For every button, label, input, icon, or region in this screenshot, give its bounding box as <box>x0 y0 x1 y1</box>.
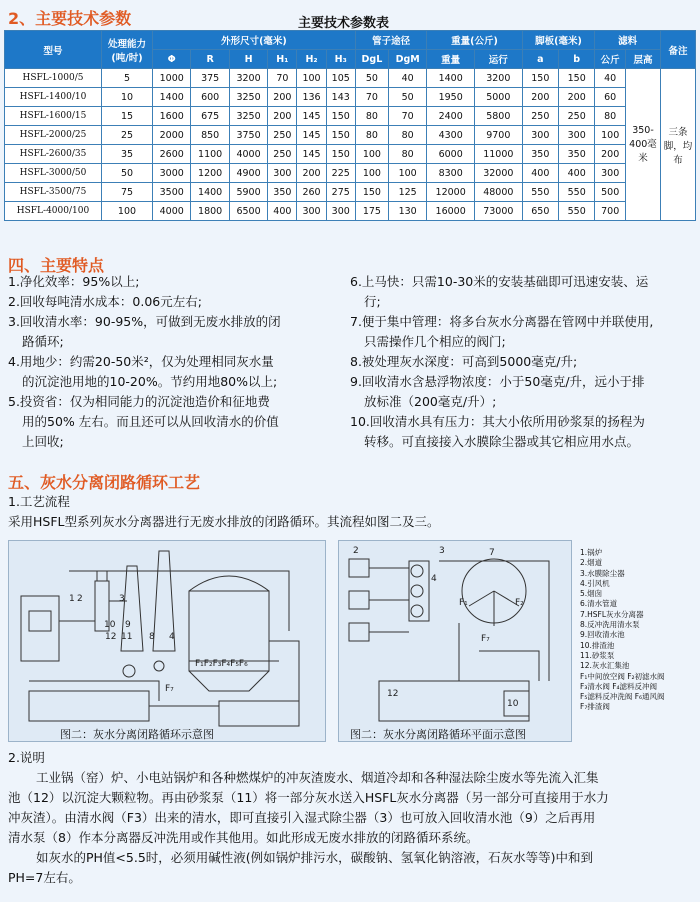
note-cell: 三条脚，均布 <box>661 69 696 221</box>
feature-line: 路循环; <box>22 334 64 349</box>
table-cell: 150 <box>522 69 558 88</box>
figure-2-flow-diagram <box>8 540 326 742</box>
table-cell: 100 <box>355 164 388 183</box>
feature-line: 放标准（200毫克/升）; <box>364 394 497 409</box>
feature-line: 用的50% 左右。而且还可以从回收清水的价值 <box>22 414 279 429</box>
subheader: Φ <box>153 50 191 69</box>
table-cell: 1000 <box>153 69 191 88</box>
table-cell: 850 <box>191 126 229 145</box>
header-note: 备注 <box>661 31 696 69</box>
flow-diagram-drawing <box>9 541 325 741</box>
figure-legend <box>580 548 665 713</box>
table-cell: 3200 <box>229 69 267 88</box>
table-cell: 5000 <box>474 88 522 107</box>
table-cell: 200 <box>559 88 595 107</box>
header-model: 型号 <box>5 31 102 69</box>
feature-line: 只需操作几个相应的阀门; <box>364 334 506 349</box>
legend-item: 9.回收清水池 <box>580 630 625 640</box>
table-cell: HSFL-2600/35 <box>5 145 102 164</box>
table-cell: 1100 <box>191 145 229 164</box>
table-cell: 350 <box>559 145 595 164</box>
table-cell: 1600 <box>153 107 191 126</box>
table-cell: 70 <box>268 69 297 88</box>
svg-text:11: 11 <box>121 632 133 642</box>
table-cell: 75 <box>102 183 153 202</box>
table-cell: 1800 <box>191 202 229 221</box>
feature-line: 7.便于集中管理：将多台灰水分离器在管网中并联使用, <box>350 314 654 329</box>
table-cell: 300 <box>268 164 297 183</box>
table-cell: 70 <box>355 88 388 107</box>
table-cell: 48000 <box>474 183 522 202</box>
table-cell: 200 <box>522 88 558 107</box>
feature-line: 5.投资省：仅为相同能力的沉淀池造价和征地费 <box>8 394 270 409</box>
svg-text:2: 2 <box>353 546 359 556</box>
table-cell: 1950 <box>427 88 475 107</box>
table-cell: 300 <box>559 126 595 145</box>
header-weight: 重量(公斤) <box>427 31 522 50</box>
table-cell: 2000 <box>153 126 191 145</box>
table-cell: HSFL-1600/15 <box>5 107 102 126</box>
svg-text:F₂: F₂ <box>515 598 524 608</box>
table-cell: 16000 <box>427 202 475 221</box>
table-cell: 50 <box>389 88 427 107</box>
header-dims: 外形尺寸(毫米) <box>153 31 356 50</box>
table-cell: 2400 <box>427 107 475 126</box>
table-cell: 100 <box>102 202 153 221</box>
legend-item: F₃清水阀 F₄滤料反冲阀 <box>580 681 658 691</box>
table-cell: 100 <box>355 145 388 164</box>
table-cell: 175 <box>355 202 388 221</box>
table-row <box>5 202 696 221</box>
table-cell: 250 <box>268 126 297 145</box>
explanation-line: PH=7左右。 <box>8 870 81 885</box>
table-cell: 6000 <box>427 145 475 164</box>
table-cell: 70 <box>389 107 427 126</box>
table-cell: 32000 <box>474 164 522 183</box>
subheader: 重量 <box>427 50 475 69</box>
table-cell: 136 <box>297 88 326 107</box>
feature-line: 的沉淀池用地的10-20%。节约用地80%以上; <box>22 374 278 389</box>
legend-item: F₅滤料反冲洗阀 F₆通风阀 <box>580 692 665 702</box>
table-cell: 300 <box>522 126 558 145</box>
table-row <box>5 88 696 107</box>
subheader: a <box>522 50 558 69</box>
table-cell: 5900 <box>229 183 267 202</box>
section-specs-heading: 2、主要技术参数 <box>8 9 132 28</box>
table-cell: 40 <box>595 69 626 88</box>
subheader: 层高 <box>626 50 661 69</box>
svg-text:10: 10 <box>507 699 519 709</box>
table-cell: 80 <box>389 145 427 164</box>
subheader: H₂ <box>297 50 326 69</box>
table-cell: 6500 <box>229 202 267 221</box>
table-row <box>5 145 696 164</box>
feature-line: 8.被处理灰水深度：可高到5000毫克/升; <box>350 354 578 369</box>
table-cell: 3250 <box>229 88 267 107</box>
table-cell: 80 <box>355 107 388 126</box>
legend-item: 2.烟道 <box>580 558 603 568</box>
explanation-line: 如灰水的PH值<5.5时，必须用碱性液(例如锅炉排污水，碳酸钠、氢氧化钠溶液，石灰水等等)中和到 <box>36 850 594 865</box>
section-process-heading: 五、灰水分离闭路循环工艺 <box>8 473 201 492</box>
table-cell: 100 <box>389 164 427 183</box>
table-cell: 9700 <box>474 126 522 145</box>
table-cell: 200 <box>268 107 297 126</box>
svg-text:12: 12 <box>105 632 117 642</box>
svg-text:9: 9 <box>125 620 131 630</box>
layer-height-cell: 350-400毫米 <box>626 69 661 221</box>
svg-text:12: 12 <box>387 689 399 699</box>
table-cell: 3750 <box>229 126 267 145</box>
plan-diagram-drawing <box>339 541 571 741</box>
table-cell: 35 <box>102 145 153 164</box>
table-cell: 4000 <box>153 202 191 221</box>
spec-table-body <box>5 69 696 221</box>
table-cell: 4900 <box>229 164 267 183</box>
feature-line: 1.净化效率：95%以上; <box>8 274 140 289</box>
table-cell: 105 <box>326 69 355 88</box>
table-cell: 8300 <box>427 164 475 183</box>
table-cell: 300 <box>595 164 626 183</box>
table-cell: 10 <box>102 88 153 107</box>
table-cell: 125 <box>389 183 427 202</box>
table-row <box>5 164 696 183</box>
table-cell: 50 <box>102 164 153 183</box>
table-cell: 375 <box>191 69 229 88</box>
table-cell: 145 <box>297 126 326 145</box>
figure-3-caption: 图二：灰水分离闭路循环平面示意图 <box>350 728 526 741</box>
header-plate: 脚板(毫米) <box>522 31 595 50</box>
table-cell: 250 <box>559 107 595 126</box>
table-cell: 350 <box>522 145 558 164</box>
table-cell: 73000 <box>474 202 522 221</box>
table-cell: 250 <box>268 145 297 164</box>
table-row <box>5 107 696 126</box>
table-cell: 130 <box>389 202 427 221</box>
table-cell: 275 <box>326 183 355 202</box>
legend-item: 1.锅炉 <box>580 548 603 557</box>
table-cell: 550 <box>559 183 595 202</box>
table-cell: 5 <box>102 69 153 88</box>
table-cell: 80 <box>355 126 388 145</box>
table-cell: 3000 <box>153 164 191 183</box>
table-cell: HSFL-3000/50 <box>5 164 102 183</box>
svg-text:F₇: F₇ <box>481 634 490 644</box>
table-cell: HSFL-4000/100 <box>5 202 102 221</box>
table-row <box>5 69 696 88</box>
feature-line: 9.回收清水含悬浮物浓度：小于50毫克/升，远小于排 <box>350 374 645 389</box>
subheader: H₁ <box>268 50 297 69</box>
table-cell: 4000 <box>229 145 267 164</box>
svg-text:7: 7 <box>489 548 495 558</box>
header-filter: 滤料 <box>595 31 661 50</box>
table-cell: 300 <box>297 202 326 221</box>
table-cell: 400 <box>522 164 558 183</box>
table-cell: 2600 <box>153 145 191 164</box>
table-cell: 80 <box>595 107 626 126</box>
table-cell: 150 <box>559 69 595 88</box>
table-cell: 250 <box>522 107 558 126</box>
table-cell: 1400 <box>191 183 229 202</box>
explanation-block <box>8 748 698 888</box>
table-cell: 5800 <box>474 107 522 126</box>
subheader: DgM <box>389 50 427 69</box>
process-intro-block <box>8 492 440 532</box>
table-cell: 260 <box>297 183 326 202</box>
feature-line: 10.回收清水具有压力：其大小依所用砂浆泵的扬程为 <box>350 414 645 429</box>
figure-2-caption: 图二：灰水分离闭路循环示意图 <box>60 728 214 741</box>
table-cell: 400 <box>559 164 595 183</box>
table-cell: 225 <box>326 164 355 183</box>
legend-item: 7.HSFL灰水分离器 <box>580 609 644 619</box>
svg-text:4: 4 <box>169 632 175 642</box>
table-cell: 200 <box>297 164 326 183</box>
table-cell: HSFL-1000/5 <box>5 69 102 88</box>
table-cell: 1400 <box>427 69 475 88</box>
table-cell: 1200 <box>191 164 229 183</box>
table-cell: 40 <box>389 69 427 88</box>
table-cell: 200 <box>595 145 626 164</box>
table-cell: 25 <box>102 126 153 145</box>
table-cell: 3250 <box>229 107 267 126</box>
table-cell: 145 <box>297 107 326 126</box>
svg-text:1: 1 <box>69 594 75 604</box>
feature-line: 上回收; <box>22 434 64 449</box>
legend-item: 12.灰水汇集池 <box>580 661 630 671</box>
subheader: b <box>559 50 595 69</box>
table-title: 主要技术参数表 <box>298 16 390 31</box>
table-cell: 143 <box>326 88 355 107</box>
features-left-list <box>8 272 348 452</box>
svg-text:4: 4 <box>431 574 437 584</box>
table-cell: 350 <box>268 183 297 202</box>
legend-item: F₁中间放空阀 F₂初滤水阀 <box>580 671 665 681</box>
table-cell: 1400 <box>153 88 191 107</box>
table-cell: 150 <box>326 126 355 145</box>
subheader: H₃ <box>326 50 355 69</box>
table-cell: 15 <box>102 107 153 126</box>
table-cell: 3500 <box>153 183 191 202</box>
subheader: 公斤 <box>595 50 626 69</box>
legend-item: F₇排渣阀 <box>580 702 610 712</box>
table-cell: 3200 <box>474 69 522 88</box>
explanation-line: 清水泵（8）作本分离器反冲洗用或作其他用。如此形成无废水排放的闭路循环系统。 <box>8 830 479 845</box>
feature-line: 2.回收每吨清水成本：0.06元左右; <box>8 294 202 309</box>
table-cell: 12000 <box>427 183 475 202</box>
subheader: 运行 <box>474 50 522 69</box>
legend-item: 4.引风机 <box>580 578 610 588</box>
table-cell: 150 <box>355 183 388 202</box>
table-row <box>5 126 696 145</box>
table-cell: 700 <box>595 202 626 221</box>
svg-text:F₁F₂F₃F₄F₅F₆: F₁F₂F₃F₄F₅F₆ <box>195 659 248 669</box>
table-cell: 650 <box>522 202 558 221</box>
table-cell: 600 <box>191 88 229 107</box>
table-cell: 100 <box>297 69 326 88</box>
explanation-line: 池（12）以沉淀大颗粒物。再由砂浆泵（11）将一部分灰水送入HSFL灰水分离器（另一部分可直接用于水力 <box>8 790 609 805</box>
svg-text:3: 3 <box>119 594 125 604</box>
process-subheading: 1.工艺流程 <box>8 494 70 509</box>
table-cell: 60 <box>595 88 626 107</box>
legend-item: 10.排渣池 <box>580 640 615 650</box>
legend-item: 6.清水管道 <box>580 599 618 609</box>
table-cell: 500 <box>595 183 626 202</box>
legend-item: 8.反冲洗用清水泵 <box>580 620 640 630</box>
svg-text:10: 10 <box>104 620 116 630</box>
table-cell: 11000 <box>474 145 522 164</box>
table-cell: 145 <box>297 145 326 164</box>
explanation-line: 工业锅（窑）炉、小电站锅炉和各种燃煤炉的冲灰渣废水、烟道冷却和各种湿法除尘废水等先流入汇集 <box>36 770 599 785</box>
subheader: DgL <box>355 50 388 69</box>
explanation-subheading: 2.说明 <box>8 750 45 765</box>
table-cell: 400 <box>268 202 297 221</box>
feature-line: 6.上马快：只需10-30米的安装基础即可迅速安装、运 <box>350 274 649 289</box>
feature-line: 4.用地少：约需20-50米²，仅为处理相同灰水量 <box>8 354 274 369</box>
legend-item: 11.砂浆泵 <box>580 650 615 660</box>
table-cell: HSFL-2000/25 <box>5 126 102 145</box>
table-cell: 80 <box>389 126 427 145</box>
table-cell: 150 <box>326 145 355 164</box>
table-cell: HSFL-3500/75 <box>5 183 102 202</box>
section-features-heading: 四、主要特点 <box>8 256 105 275</box>
feature-line: 转移。可直接接入水膜除尘器或其它相应用水点。 <box>364 434 640 449</box>
explanation-line: 冲灰渣）。由清水阀（F3）出来的清水，即可直接引入湿式除尘器（3）也可放入回收清水池（9）之后再用 <box>8 810 596 825</box>
table-cell: 550 <box>522 183 558 202</box>
legend-item: 3.水膜除尘器 <box>580 568 625 578</box>
subheader: R <box>191 50 229 69</box>
table-cell: 4300 <box>427 126 475 145</box>
figure-3-plan-diagram <box>338 540 572 742</box>
legend-item: 5.烟囱 <box>580 589 603 599</box>
feature-line: 3.回收清水率：90-95%，可做到无废水排放的闭 <box>8 314 281 329</box>
svg-text:2: 2 <box>77 594 83 604</box>
svg-text:3: 3 <box>439 546 445 556</box>
table-row <box>5 183 696 202</box>
header-pipe: 管子途径 <box>355 31 427 50</box>
table-cell: 100 <box>595 126 626 145</box>
header-capacity: 处理能力(吨/时) <box>102 31 153 69</box>
table-cell: 550 <box>559 202 595 221</box>
table-cell: 300 <box>326 202 355 221</box>
process-intro: 采用HSFL型系列灰水分离器进行无废水排放的闭路循环。其流程如图二及三。 <box>8 514 440 529</box>
table-cell: 150 <box>326 107 355 126</box>
table-cell: 200 <box>268 88 297 107</box>
table-cell: HSFL-1400/10 <box>5 88 102 107</box>
svg-text:8: 8 <box>149 632 155 642</box>
svg-text:F₁: F₁ <box>459 598 468 608</box>
spec-table <box>4 30 696 221</box>
feature-line: 行; <box>364 294 381 309</box>
features-right-list <box>350 272 695 452</box>
table-cell: 675 <box>191 107 229 126</box>
table-cell: 50 <box>355 69 388 88</box>
subheader: H <box>229 50 267 69</box>
svg-text:F₇: F₇ <box>165 684 174 694</box>
